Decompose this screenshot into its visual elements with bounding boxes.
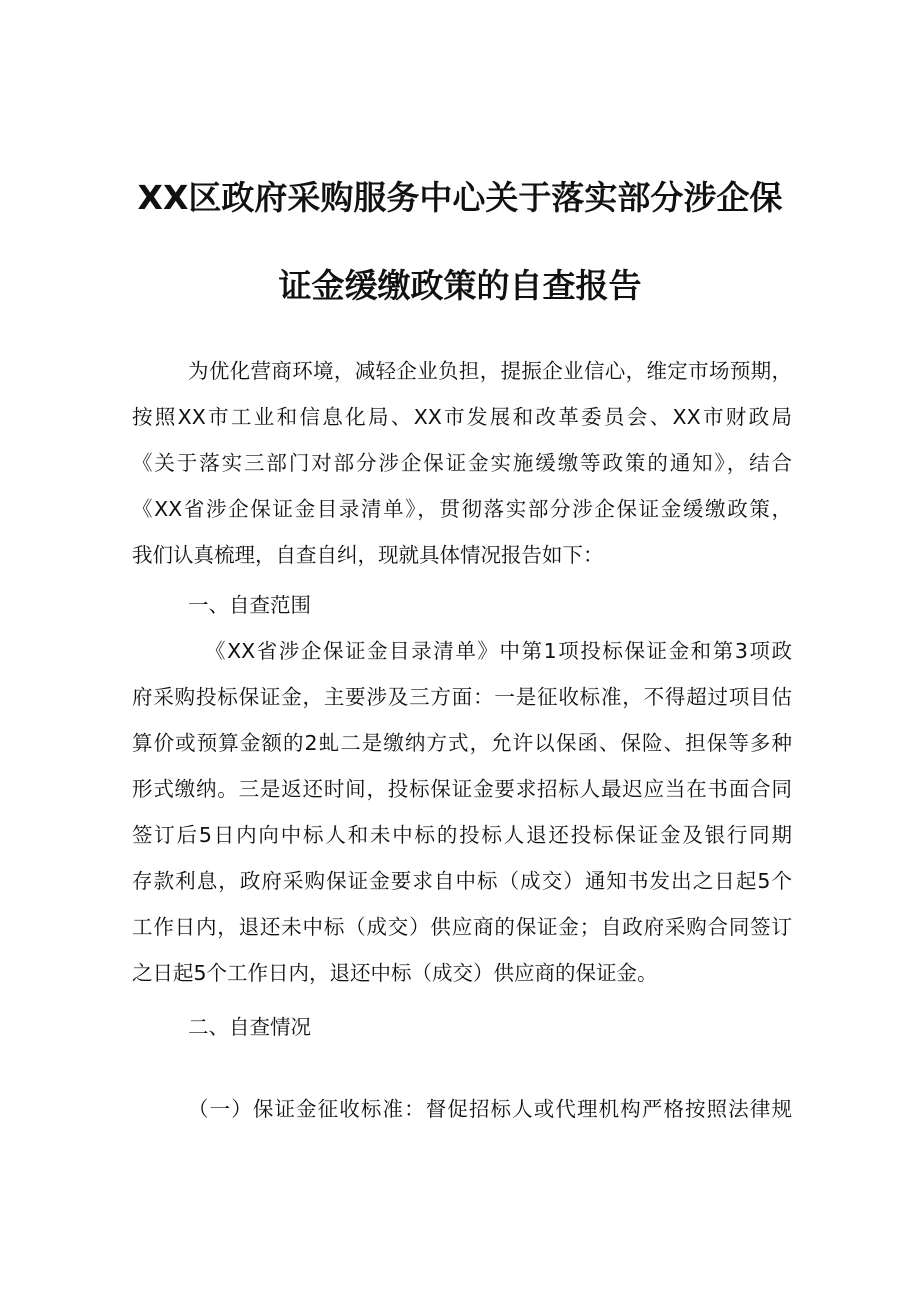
- scope-line-1: 《XX省涉企保证金目录清单》中第1项投标保证金和第3项政: [205, 639, 792, 663]
- scope-line-6: 存款利息，政府采购保证金要求自中标（成交）通知书发出之日起5个: [132, 869, 792, 893]
- scope-line-3: 算价或预算金额的2虬二是缴纳方式，允许以保函、保险、担保等多种: [132, 731, 792, 755]
- intro-line-5: 我们认真梳理，自查自纠，现就具体情况报告如下：: [132, 543, 604, 567]
- section-heading-status: 二、自查情况: [188, 1015, 311, 1039]
- scope-line-7: 工作日内，退还未中标（成交）供应商的保证金；自政府采购合同签订: [132, 915, 792, 939]
- scope-line-8: 之日起5个工作日内，退还中标（成交）供应商的保证金。: [132, 961, 658, 985]
- status-item-1-line-1: （一）保证金征收标准：督促招标人或代理机构严格按照法律规: [188, 1097, 792, 1121]
- intro-line-2: 按照XX市工业和信息化局、XX市发展和改革委员会、XX市财政局: [132, 405, 792, 429]
- intro-line-4: 《XX省涉企保证金目录清单》，贯彻落实部分涉企保证金缓缴政策，: [132, 497, 792, 521]
- scope-line-5: 签订后5日内向中标人和未中标的投标人退还投标保证金及银行同期: [132, 823, 792, 847]
- document-title-line-1: XX区政府采购服务中心关于落实部分涉企保: [137, 178, 783, 217]
- scope-line-4: 形式缴纳。三是返还时间，投标保证金要求招标人最迟应当在书面合同: [132, 777, 792, 801]
- intro-line-3: 《关于落实三部门对部分涉企保证金实施缓缴等政策的通知》，结合: [132, 451, 792, 475]
- document-title-line-2: 证金缓缴政策的自查报告: [278, 266, 642, 305]
- scope-line-2: 府采购投标保证金，主要涉及三方面：一是征收标准，不得超过项目估: [132, 685, 792, 709]
- section-heading-scope: 一、自查范围: [188, 593, 311, 617]
- intro-line-1: 为优化营商环境，减轻企业负担，提振企业信心，维定市场预期，: [188, 359, 792, 383]
